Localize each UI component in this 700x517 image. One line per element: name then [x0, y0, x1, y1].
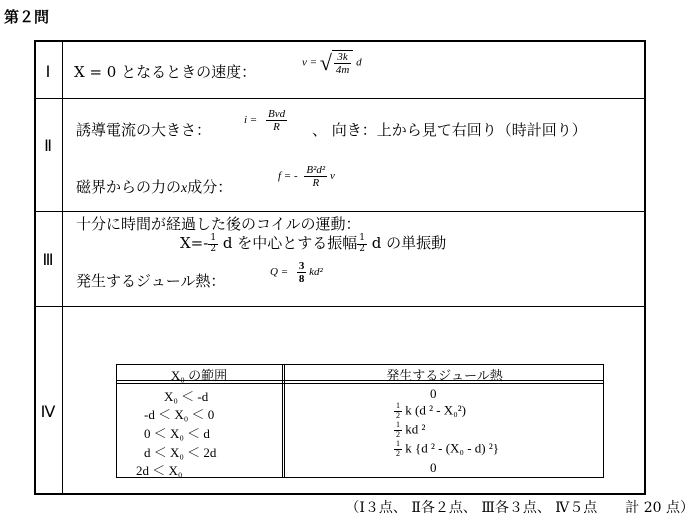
table-range-2: -d ＜ X₀ ＜ 0: [144, 407, 215, 422]
q2-current-text: 誘導電流の大きさ：: [76, 121, 212, 139]
table-range-3: 0 ＜ X₀ ＜ d: [144, 426, 210, 441]
q1-v: v =: [302, 56, 318, 69]
q3-heat-formula: [270, 260, 323, 285]
row-label-1: Ⅰ: [45, 64, 51, 81]
table-heat-4: [394, 440, 499, 459]
score-footer: （Ⅰ３点、 Ⅱ各２点、 Ⅲ各３点、 Ⅳ５点 計 20 点）: [345, 500, 694, 516]
table-header-heat: 発生するジュール熱: [386, 369, 503, 384]
q1-num: 3k: [334, 51, 351, 64]
q3-tail: kd²: [309, 266, 323, 279]
q1-formula: v = √ $\frac{3k}{4m}$ d: [302, 50, 362, 77]
q2-direction: 、 向き：上から見て右回り（時計回り）: [312, 121, 587, 139]
table-heat-4-half-den: 2: [396, 448, 400, 458]
q2-fden: R: [312, 177, 320, 190]
q1-den: 4m: [335, 64, 350, 77]
q3-half-den-2: 2: [359, 243, 365, 254]
q3-line2b: d を中心とする振幅: [222, 234, 358, 252]
question-heading: 第２問: [4, 8, 50, 26]
q1-tail: d: [356, 56, 362, 69]
row-divider-2: [34, 211, 646, 212]
table-heat-4-half-num: 1: [396, 439, 400, 448]
table-heat-2-half-den: 2: [396, 410, 400, 420]
table-range-1: X₀ ＜ -d: [164, 389, 209, 404]
table-header-range: X₀ の範囲: [170, 368, 228, 383]
row-label-4: Ⅳ: [40, 404, 56, 421]
q2-fv: v: [329, 170, 335, 183]
table-heat-3-half-num: 1: [396, 420, 400, 429]
q2-num: Bvd: [267, 108, 286, 120]
q2-den: R: [273, 121, 280, 134]
table-heat-1: 0: [430, 386, 437, 401]
table-range-4: d ＜ X₀ ＜ 2d: [144, 445, 217, 460]
q3-half-num-2: 1: [359, 232, 365, 243]
row-label-3: Ⅲ: [42, 252, 54, 269]
q2-force-text: [76, 176, 232, 197]
q3-half-num: 1: [210, 232, 217, 243]
row-divider-1: [34, 98, 646, 99]
q3-heat-text: 発生するジュール熱：: [76, 272, 226, 290]
table-heat-3-expr: kd ²: [405, 421, 426, 437]
q2-force-formula: [278, 164, 335, 189]
q3-line2c: d の単振動: [371, 234, 447, 252]
q3-half-den: 2: [210, 243, 217, 254]
q2-fnum: B²d²: [306, 164, 326, 176]
table-range-5: 2d ＜ X₀: [136, 463, 183, 478]
q2-f: f = -: [278, 170, 298, 183]
q2-force-label: 磁界からの力の: [76, 178, 182, 196]
table-heat-5: 0: [430, 460, 437, 475]
row-label-2: Ⅱ: [44, 138, 52, 155]
table-heat-3-half-den: 2: [396, 429, 400, 439]
q3-q: Q =: [270, 266, 289, 279]
q3-line2: [180, 232, 446, 254]
row-divider-3: [34, 306, 646, 307]
q2-i: i =: [244, 114, 258, 127]
table-heat-2-expr: k (d ² - X₀²): [405, 402, 466, 418]
table-heat-3: [394, 421, 425, 440]
label-column-divider: [62, 40, 63, 495]
q3-den: 8: [298, 273, 305, 286]
q2-force-tail: 成分：: [187, 178, 233, 196]
q2-current-formula: [244, 108, 287, 133]
q3-line2a: X=-: [180, 234, 209, 252]
q1-text: X = 0 となるときの速度：: [74, 63, 257, 81]
q2-force-x: x: [181, 181, 188, 196]
table-heat-2-half-num: 1: [396, 401, 400, 410]
q3-line1: 十分に時間が経過した後のコイルの運動：: [76, 215, 361, 233]
table-heat-2: [394, 402, 466, 421]
q3-num: 3: [298, 260, 305, 272]
table-heat-4-expr: k {d ² - (X₀ - d) ²}: [405, 440, 500, 456]
